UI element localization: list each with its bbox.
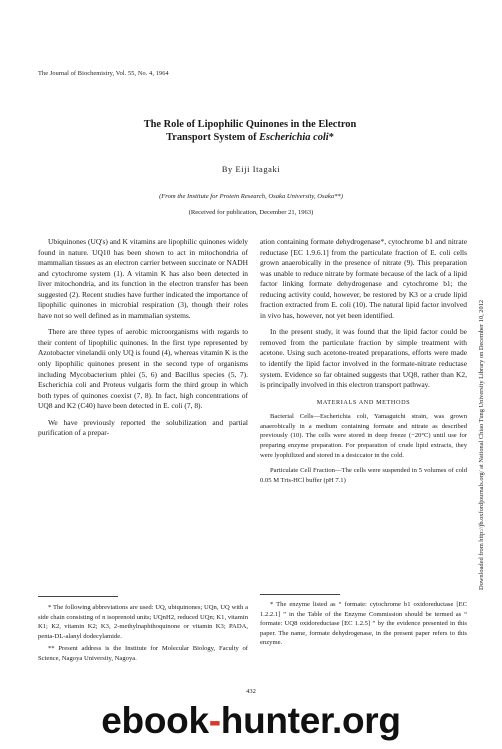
author-line: By Eiji Itagaki <box>221 165 281 174</box>
section-heading-methods: MATERIALS AND METHODS <box>316 398 411 406</box>
page-number: 432 <box>246 688 256 695</box>
footnote-enzyme: * The enzyme listed as “ formate: cytochrome b1 oxidoreductase [EC 1.2.2.1] ” in the Table of the Enzyme Commission should be termed as “ formate: UQ8 oxidoreductase [EC 1.2.5] ” by the evidence presented in this paper. The name, formate dehydrogenase, in the present paper refers to this enzyme. <box>260 601 467 647</box>
journal-header: The Journal of Biochemistry, Vol. 55, No. 4, 1964 <box>38 70 169 77</box>
title-footnote-mark: * <box>328 132 334 143</box>
footnotes-right <box>260 600 467 648</box>
watermark-left: ebook <box>101 700 209 741</box>
paragraph-intro-1: Ubiquinones (UQ's) and K vitamins are lipophilic quinones widely found in nature. UQ10 has been shown to act in mitochondria of mammalian tissues as an electron carrier between succinate or NADH and cytochrome system (1). A vitamin K has also been detected in liver mitochondria, and its function in the electron transfer has been suggested (2). Recent studies have further indicated the importance of lipophilic quinones in microbial respiration (3), though their roles have not so well defined as in mammalian systems. <box>38 237 248 320</box>
paragraph-intro-4: In the present study, it was found that the lipid factor could be removed from the particulate fraction by simple treatment with acetone. Using such acetone-treated preparations, efforts were made to identify the lipid factor involved in the formate-nitrate reductase system. Evidence so far obtained suggests that UQ8, rather than K2, is principally involved in this electron transport pathway. <box>260 327 467 390</box>
paragraph-intro-2: There are three types of aerobic microorganisms with regards to their content of lipophilic quinones. In the first type represented by Azotobacter vinelandii only UQ is found (4), whereas vitamin K is the only lipophilic quinones present in the second type of organisms including Mycobacterium phlei (5, 6) and Bacillus species (5, 7). Escherichia coli and Proteus vulgaris form the third group in which both types of quinones coexist (7, 8). In fact, high concentrations of UQ8 and K2 (C40) have been detected in E. coli (7, 8). <box>38 327 248 411</box>
footnotes-left <box>38 603 248 664</box>
watermark-dash: - <box>208 700 221 741</box>
article-title-line-1: The Role of Lipophilic Quinones in the Electron <box>143 119 357 130</box>
watermark-right: hunter.org <box>220 700 401 741</box>
paragraph-intro-3: We have previously reported the solubilization and partial purification of a prepar- <box>38 417 248 438</box>
title-organism: Escherichia coli <box>259 132 329 143</box>
article-title-line-2 <box>60 131 440 144</box>
methods-text <box>260 412 467 485</box>
affiliation: (From the Institute for Protein Research, Osaka University, Osaka**) <box>159 193 343 200</box>
footnote-abbreviations: * The following abbreviations are used: UQ, ubiquinones; UQn, UQ with a side chain consisting of n isoprenoid units; UQnH2, reduced UQn; K1, vitamin K1; K2, vitamin K2; K3, 2-methylnaphthoquinone or vitamin K3; PADA, penta-DL-alanyl dodecylamide. <box>38 604 248 640</box>
title-line2-text: Transport System of <box>166 132 260 143</box>
right-column <box>260 237 467 485</box>
footnote-divider-right <box>260 594 340 595</box>
footnote-present-address: ** Present address is the Institute for Molecular Biology, Faculty of Science, Nagoya University, Nagoya. <box>38 645 248 662</box>
methods-bacterial-cells: Bacterial Cells—Escherichia coli, Yamagutchi strain, was grown anaerobically in a medium containing formate and nitrate as described previously (10). The cells were stored in deep freeze (−20°C) until use for preparing enzyme preparation. For preparation of crude lipid extracts, they were lyophilized and stored in a desiccator in the cold. <box>260 413 467 459</box>
left-column <box>38 237 248 439</box>
footnote-divider-left <box>38 596 118 597</box>
paragraph-intro-3-cont: ation containing formate dehydrogenase*, cytochrome b1 and nitrate reductase [EC 1.9.6.1] from the particulate fraction of E. coli cells grown anaerobically in the presence of nitrate (9). This preparation was unable to reduce nitrate by formate because of the lack of a lipid factor linking formate dehydrogenase and cytochrome b1; the reducing activity could, however, be restored by K3 or a crude lipid fraction extracted from E. coli (10). The natural lipid factor involved in vivo has, however, not yet been identified. <box>260 237 467 320</box>
methods-particulate-fraction: Particulate Cell Fraction—The cells were suspended in 5 volumes of cold 0.05 M Tris-HCl buffer (pH 7.1) <box>260 467 467 484</box>
watermark-logo <box>0 700 502 742</box>
received-date: (Received for publication, December 21, 1963) <box>188 209 314 216</box>
download-stamp-text: Downloaded from http://jb.oxfordjournals.org/ at National Chiao Tung University Library on December 10, 2012 <box>478 299 485 590</box>
